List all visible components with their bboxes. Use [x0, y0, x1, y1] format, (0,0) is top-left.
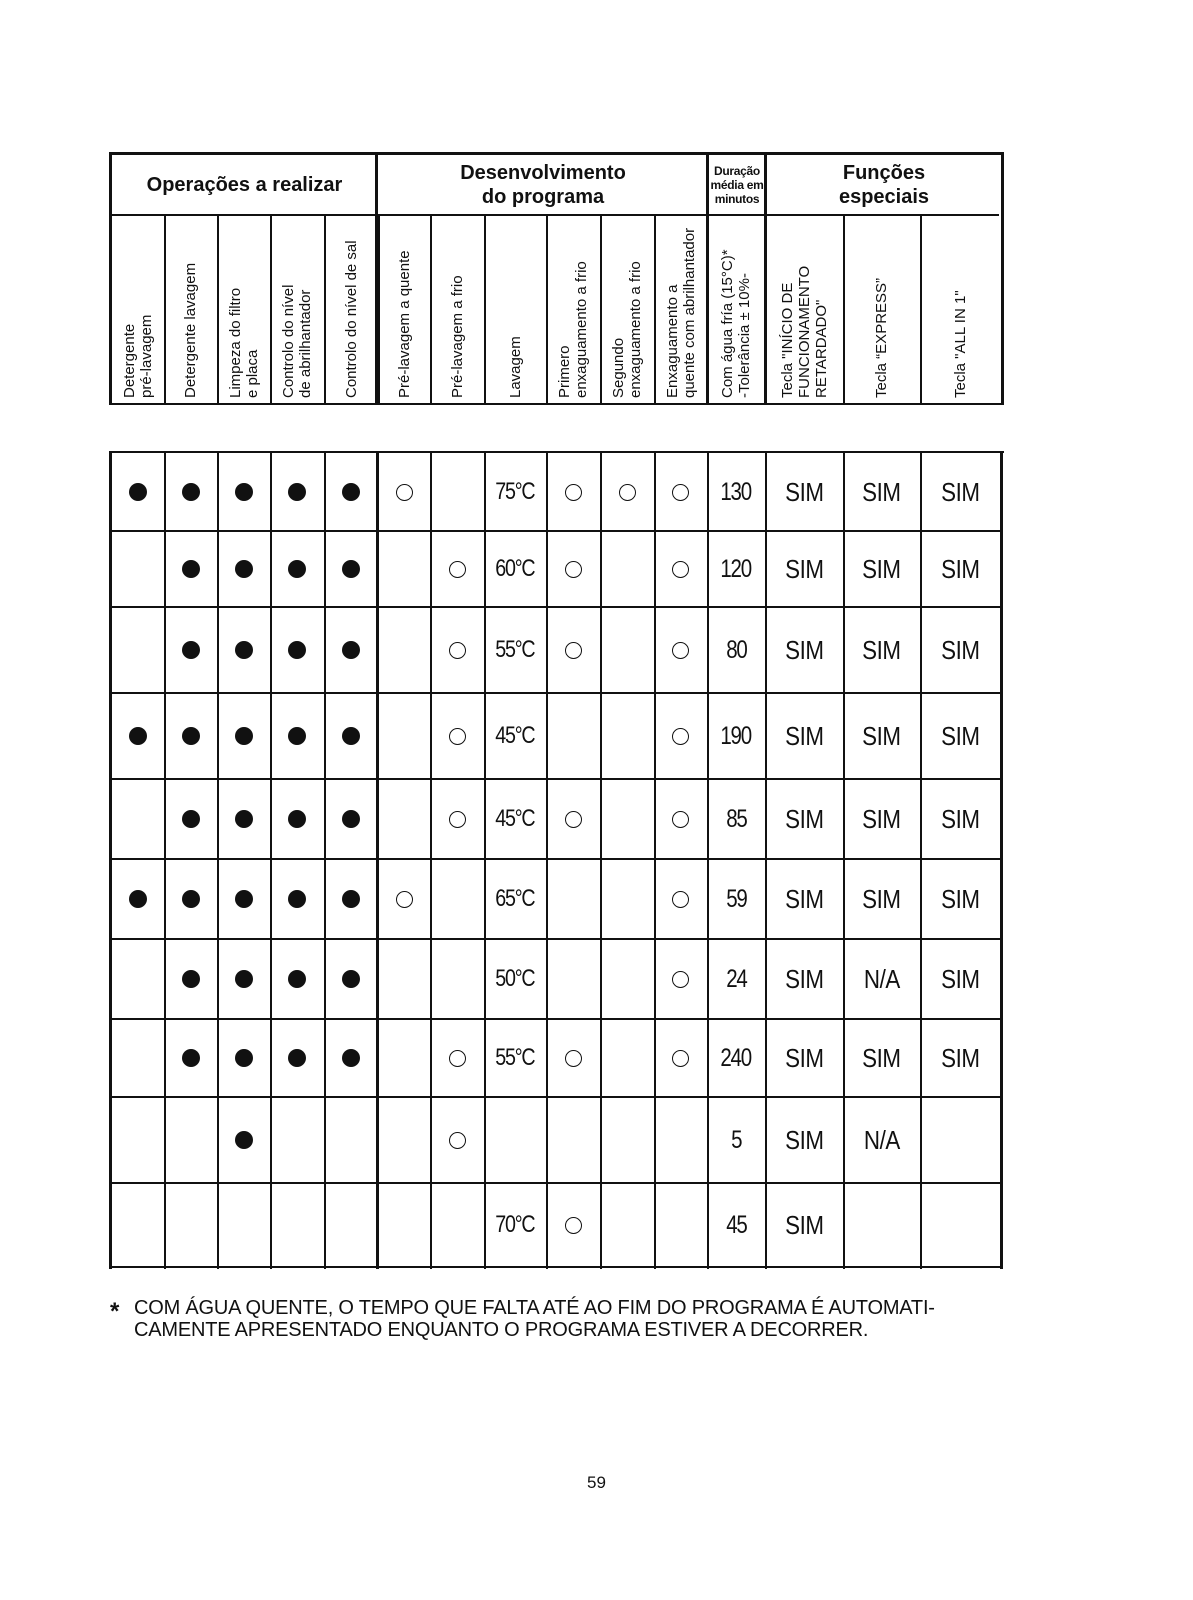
- column-header-label: Limpeza do filtro e placa: [226, 287, 261, 398]
- cell-allin1: [920, 779, 1001, 859]
- cell-filter: [217, 693, 270, 779]
- filled-circle-icon: [235, 727, 253, 745]
- filled-circle-icon: [182, 1049, 200, 1067]
- function-availability: SIM: [784, 963, 824, 994]
- cell-prewash-hot: [378, 859, 430, 939]
- cell-det-wash: [164, 939, 217, 1019]
- cell-delay: [765, 1019, 843, 1097]
- cell-salt: [324, 779, 378, 859]
- duration-minutes: 80: [725, 635, 747, 664]
- cell-rinse1: [546, 1183, 600, 1267]
- function-availability: SIM: [862, 476, 901, 507]
- open-circle-icon: [565, 484, 582, 501]
- function-availability: SIM: [941, 963, 980, 994]
- wash-temperature: 60°C: [495, 555, 535, 582]
- column-header-rinse1: [546, 218, 600, 406]
- open-circle-icon: [565, 1217, 582, 1234]
- column-header-det-pre: [112, 218, 164, 406]
- body-column-divider: [600, 451, 602, 1269]
- cell-duration: [707, 779, 765, 859]
- wash-temperature: 75°C: [495, 478, 535, 505]
- filled-circle-icon: [342, 727, 360, 745]
- wash-temperature: 45°C: [495, 805, 535, 832]
- column-header-salt: [324, 218, 378, 406]
- cell-wash: [484, 607, 546, 693]
- cell-rinse-hot: [654, 693, 707, 779]
- header-duration: Duração média em minutos: [710, 164, 764, 206]
- cell-duration: [707, 531, 765, 607]
- open-circle-icon: [449, 1132, 466, 1149]
- cell-prewash-hot: [378, 453, 430, 531]
- cell-det-wash: [164, 1019, 217, 1097]
- function-availability: SIM: [784, 1209, 824, 1240]
- column-header-label: Controlo do nível de sal: [342, 240, 360, 398]
- cell-allin1: [920, 939, 1001, 1019]
- duration-minutes: 45: [725, 1210, 747, 1239]
- column-header-label: Pré-lavagem a frio: [448, 275, 466, 398]
- cell-duration: [707, 607, 765, 693]
- cell-salt: [324, 859, 378, 939]
- open-circle-icon: [672, 811, 689, 828]
- filled-circle-icon: [182, 810, 200, 828]
- open-circle-icon: [396, 484, 413, 501]
- header-column-divider: [430, 214, 432, 404]
- cell-wash: [484, 1183, 546, 1267]
- cell-rinse-hot: [654, 607, 707, 693]
- header-column-divider: [707, 214, 709, 404]
- cell-delay: [765, 859, 843, 939]
- column-header-label: Pré-lavagem a quente: [395, 250, 413, 398]
- column-header-rinse2: [600, 218, 654, 406]
- cell-wash: [484, 453, 546, 531]
- function-availability: SIM: [862, 883, 901, 914]
- filled-circle-icon: [235, 890, 253, 908]
- cell-det-wash: [164, 693, 217, 779]
- header-column-divider: [270, 214, 272, 404]
- cell-salt: [324, 531, 378, 607]
- cell-delay: [765, 531, 843, 607]
- duration-minutes: 59: [725, 884, 747, 913]
- duration-minutes: 5: [730, 1125, 742, 1154]
- filled-circle-icon: [235, 560, 253, 578]
- header-column-divider: [484, 214, 486, 404]
- cell-rinse-aid: [270, 859, 324, 939]
- cell-prewash-cold: [430, 779, 484, 859]
- function-availability: SIM: [784, 476, 824, 507]
- header-special-functions: Funções especiais: [838, 162, 930, 208]
- cell-filter: [217, 1097, 270, 1183]
- column-header-label: Lavagem: [506, 336, 524, 398]
- function-availability: SIM: [941, 553, 980, 584]
- cell-duration: [707, 859, 765, 939]
- filled-circle-icon: [288, 641, 306, 659]
- cell-salt: [324, 693, 378, 779]
- column-header-label: Segundo enxaguamento a frio: [610, 261, 644, 398]
- header-operations: Operações a realizar: [146, 174, 343, 196]
- function-availability: SIM: [784, 720, 824, 751]
- cell-duration: [707, 1019, 765, 1097]
- header-column-divider: [378, 214, 380, 404]
- function-availability: SIM: [941, 634, 980, 665]
- filled-circle-icon: [182, 727, 200, 745]
- open-circle-icon: [672, 728, 689, 745]
- filled-circle-icon: [288, 890, 306, 908]
- cell-prewash-cold: [430, 607, 484, 693]
- cell-rinse-aid: [270, 693, 324, 779]
- filled-circle-icon: [342, 641, 360, 659]
- header-column-divider: [920, 214, 922, 404]
- cell-duration: [707, 1183, 765, 1267]
- cell-det-pre: [112, 859, 164, 939]
- footnote-text: COM ÁGUA QUENTE, O TEMPO QUE FALTA ATÉ AO FIM DO PROGRAMA É AUTOMATI- CAMENTE APRESENTADO ENQUANTO O PROGRAMA ESTIVER A DECORRER.: [134, 1297, 935, 1341]
- function-availability: SIM: [941, 883, 980, 914]
- function-availability: SIM: [941, 720, 980, 751]
- function-availability: SIM: [784, 634, 824, 665]
- column-header-label: Controlo do nível de abrilhantador: [280, 284, 314, 398]
- filled-circle-icon: [288, 810, 306, 828]
- filled-circle-icon: [288, 1049, 306, 1067]
- filled-circle-icon: [342, 560, 360, 578]
- cell-rinse-aid: [270, 939, 324, 1019]
- header-top-border: [109, 152, 1004, 155]
- filled-circle-icon: [129, 483, 147, 501]
- filled-circle-icon: [342, 1049, 360, 1067]
- open-circle-icon: [672, 642, 689, 659]
- duration-minutes: 120: [720, 554, 752, 583]
- cell-det-wash: [164, 779, 217, 859]
- filled-circle-icon: [288, 970, 306, 988]
- cell-det-pre: [112, 693, 164, 779]
- cell-filter: [217, 939, 270, 1019]
- filled-circle-icon: [342, 810, 360, 828]
- column-header-label: Tecla "INÍCIO DE FUNCIONAMENTO RETARDADO": [778, 265, 830, 398]
- cell-rinse-aid: [270, 453, 324, 531]
- header-column-divider: [600, 214, 602, 404]
- cell-rinse-hot: [654, 453, 707, 531]
- cell-delay: [765, 939, 843, 1019]
- cell-wash: [484, 1019, 546, 1097]
- cell-wash: [484, 693, 546, 779]
- filled-circle-icon: [288, 560, 306, 578]
- filled-circle-icon: [235, 483, 253, 501]
- open-circle-icon: [619, 484, 636, 501]
- function-availability: SIM: [784, 553, 824, 584]
- open-circle-icon: [449, 728, 466, 745]
- header-column-divider: [765, 214, 767, 404]
- cell-wash: [484, 779, 546, 859]
- header-column-divider: [164, 214, 166, 404]
- cell-delay: [765, 693, 843, 779]
- cell-delay: [765, 453, 843, 531]
- filled-circle-icon: [235, 810, 253, 828]
- cell-allin1: [920, 607, 1001, 693]
- cell-rinse1: [546, 453, 600, 531]
- function-availability: SIM: [862, 1042, 901, 1073]
- duration-minutes: 190: [720, 721, 752, 750]
- cell-delay: [765, 1183, 843, 1267]
- function-availability: SIM: [941, 476, 980, 507]
- cell-delay: [765, 779, 843, 859]
- cell-express: [843, 607, 920, 693]
- header-column-divider: [546, 214, 548, 404]
- column-header-label: Enxaguamento a quente com abrilhantador: [663, 227, 698, 398]
- cell-express: [843, 531, 920, 607]
- function-availability: SIM: [784, 883, 824, 914]
- wash-temperature: 55°C: [495, 636, 535, 663]
- cell-filter: [217, 453, 270, 531]
- filled-circle-icon: [182, 483, 200, 501]
- header-left-border: [109, 152, 112, 405]
- cell-rinse1: [546, 779, 600, 859]
- footnote-marker: *: [110, 1298, 120, 1325]
- filled-circle-icon: [288, 727, 306, 745]
- column-header-filter: [217, 218, 270, 406]
- cell-allin1: [920, 531, 1001, 607]
- cell-prewash-cold: [430, 1097, 484, 1183]
- column-header-label: Com água fría (15°C)* -Tolerância ± 10%-: [719, 249, 753, 398]
- column-header-label: Detergente pré-lavagem: [121, 314, 155, 398]
- column-header-wash: [484, 218, 546, 406]
- function-availability: SIM: [862, 634, 901, 665]
- cell-delay: [765, 1097, 843, 1183]
- filled-circle-icon: [129, 890, 147, 908]
- cell-allin1: [920, 1019, 1001, 1097]
- function-availability: SIM: [862, 720, 901, 751]
- cell-prewash-cold: [430, 693, 484, 779]
- function-availability: N/A: [863, 963, 900, 994]
- column-header-label: Primero enxaguamento a frio: [556, 261, 590, 398]
- cell-filter: [217, 779, 270, 859]
- filled-circle-icon: [342, 970, 360, 988]
- open-circle-icon: [565, 561, 582, 578]
- cell-express: [843, 859, 920, 939]
- header-column-divider: [843, 214, 845, 404]
- function-availability: SIM: [862, 553, 901, 584]
- column-header-rinse-hot: [654, 218, 707, 406]
- cell-det-wash: [164, 531, 217, 607]
- filled-circle-icon: [288, 483, 306, 501]
- cell-wash: [484, 531, 546, 607]
- open-circle-icon: [672, 561, 689, 578]
- cell-rinse-hot: [654, 531, 707, 607]
- cell-det-wash: [164, 607, 217, 693]
- function-availability: N/A: [863, 1124, 900, 1155]
- cell-duration: [707, 693, 765, 779]
- function-availability: SIM: [784, 1042, 824, 1073]
- header-column-divider: [654, 214, 656, 404]
- cell-rinse-aid: [270, 607, 324, 693]
- filled-circle-icon: [182, 970, 200, 988]
- column-header-allin1: [920, 218, 1001, 406]
- column-header-label: Tecla "ALL IN 1": [952, 290, 969, 398]
- cell-rinse-aid: [270, 531, 324, 607]
- column-header-det-wash: [164, 218, 217, 406]
- cell-filter: [217, 607, 270, 693]
- cell-rinse-aid: [270, 779, 324, 859]
- filled-circle-icon: [182, 641, 200, 659]
- cell-prewash-cold: [430, 1019, 484, 1097]
- cell-express: [843, 1019, 920, 1097]
- open-circle-icon: [565, 1050, 582, 1067]
- cell-salt: [324, 939, 378, 1019]
- cell-rinse-hot: [654, 1019, 707, 1097]
- cell-express: [843, 1097, 920, 1183]
- duration-minutes: 24: [725, 964, 747, 993]
- function-availability: SIM: [862, 803, 901, 834]
- wash-temperature: 70°C: [495, 1211, 535, 1238]
- cell-rinse-hot: [654, 779, 707, 859]
- filled-circle-icon: [235, 641, 253, 659]
- open-circle-icon: [396, 891, 413, 908]
- open-circle-icon: [449, 811, 466, 828]
- duration-minutes: 85: [725, 804, 747, 833]
- open-circle-icon: [449, 642, 466, 659]
- cell-salt: [324, 453, 378, 531]
- cell-salt: [324, 1019, 378, 1097]
- cell-duration: [707, 1097, 765, 1183]
- column-header-prewash-hot: [378, 218, 430, 406]
- filled-circle-icon: [235, 1131, 253, 1149]
- filled-circle-icon: [129, 727, 147, 745]
- column-header-prewash-cold: [430, 218, 484, 406]
- cell-express: [843, 939, 920, 1019]
- cell-filter: [217, 859, 270, 939]
- open-circle-icon: [449, 561, 466, 578]
- header-bottom-border: [109, 403, 1004, 405]
- column-header-duration: [707, 218, 765, 406]
- cell-express: [843, 779, 920, 859]
- wash-temperature: 65°C: [495, 885, 535, 912]
- cell-duration: [707, 453, 765, 531]
- open-circle-icon: [672, 891, 689, 908]
- filled-circle-icon: [235, 1049, 253, 1067]
- filled-circle-icon: [342, 890, 360, 908]
- header-divider: [109, 214, 999, 216]
- cell-rinse-hot: [654, 939, 707, 1019]
- filled-circle-icon: [235, 970, 253, 988]
- cell-express: [843, 693, 920, 779]
- cell-allin1: [920, 859, 1001, 939]
- filled-circle-icon: [342, 483, 360, 501]
- column-header-rinse-aid: [270, 218, 324, 406]
- cell-prewash-cold: [430, 531, 484, 607]
- cell-rinse1: [546, 531, 600, 607]
- open-circle-icon: [672, 1050, 689, 1067]
- filled-circle-icon: [182, 890, 200, 908]
- cell-rinse1: [546, 607, 600, 693]
- cell-rinse2: [600, 453, 654, 531]
- header-program-development: Desenvolvimento do programa: [460, 162, 626, 208]
- open-circle-icon: [449, 1050, 466, 1067]
- duration-minutes: 130: [720, 477, 752, 506]
- cell-allin1: [920, 693, 1001, 779]
- cell-duration: [707, 939, 765, 1019]
- column-header-label: Detergente lavagem: [182, 262, 199, 398]
- column-header-express: [843, 218, 920, 406]
- cell-rinse-hot: [654, 859, 707, 939]
- column-header-label: Tecla “EXPRESS”: [873, 277, 890, 398]
- header-right-border: [1001, 152, 1004, 405]
- cell-det-wash: [164, 859, 217, 939]
- wash-temperature: 55°C: [495, 1044, 535, 1071]
- cell-express: [843, 453, 920, 531]
- open-circle-icon: [672, 484, 689, 501]
- open-circle-icon: [565, 642, 582, 659]
- cell-wash: [484, 859, 546, 939]
- function-availability: SIM: [941, 803, 980, 834]
- page-number: 59: [587, 1473, 606, 1492]
- duration-minutes: 240: [720, 1043, 752, 1072]
- cell-rinse1: [546, 1019, 600, 1097]
- function-availability: SIM: [941, 1042, 980, 1073]
- cell-allin1: [920, 453, 1001, 531]
- wash-temperature: 50°C: [495, 965, 535, 992]
- open-circle-icon: [565, 811, 582, 828]
- wash-temperature: 45°C: [495, 722, 535, 749]
- cell-delay: [765, 607, 843, 693]
- cell-det-pre: [112, 453, 164, 531]
- function-availability: SIM: [784, 1124, 824, 1155]
- filled-circle-icon: [182, 560, 200, 578]
- cell-det-wash: [164, 453, 217, 531]
- cell-wash: [484, 939, 546, 1019]
- header-column-divider: [324, 214, 326, 404]
- cell-rinse-aid: [270, 1019, 324, 1097]
- column-header-delay: [765, 218, 843, 406]
- function-availability: SIM: [784, 803, 824, 834]
- header-column-divider: [217, 214, 219, 404]
- open-circle-icon: [672, 971, 689, 988]
- cell-filter: [217, 531, 270, 607]
- cell-salt: [324, 607, 378, 693]
- cell-filter: [217, 1019, 270, 1097]
